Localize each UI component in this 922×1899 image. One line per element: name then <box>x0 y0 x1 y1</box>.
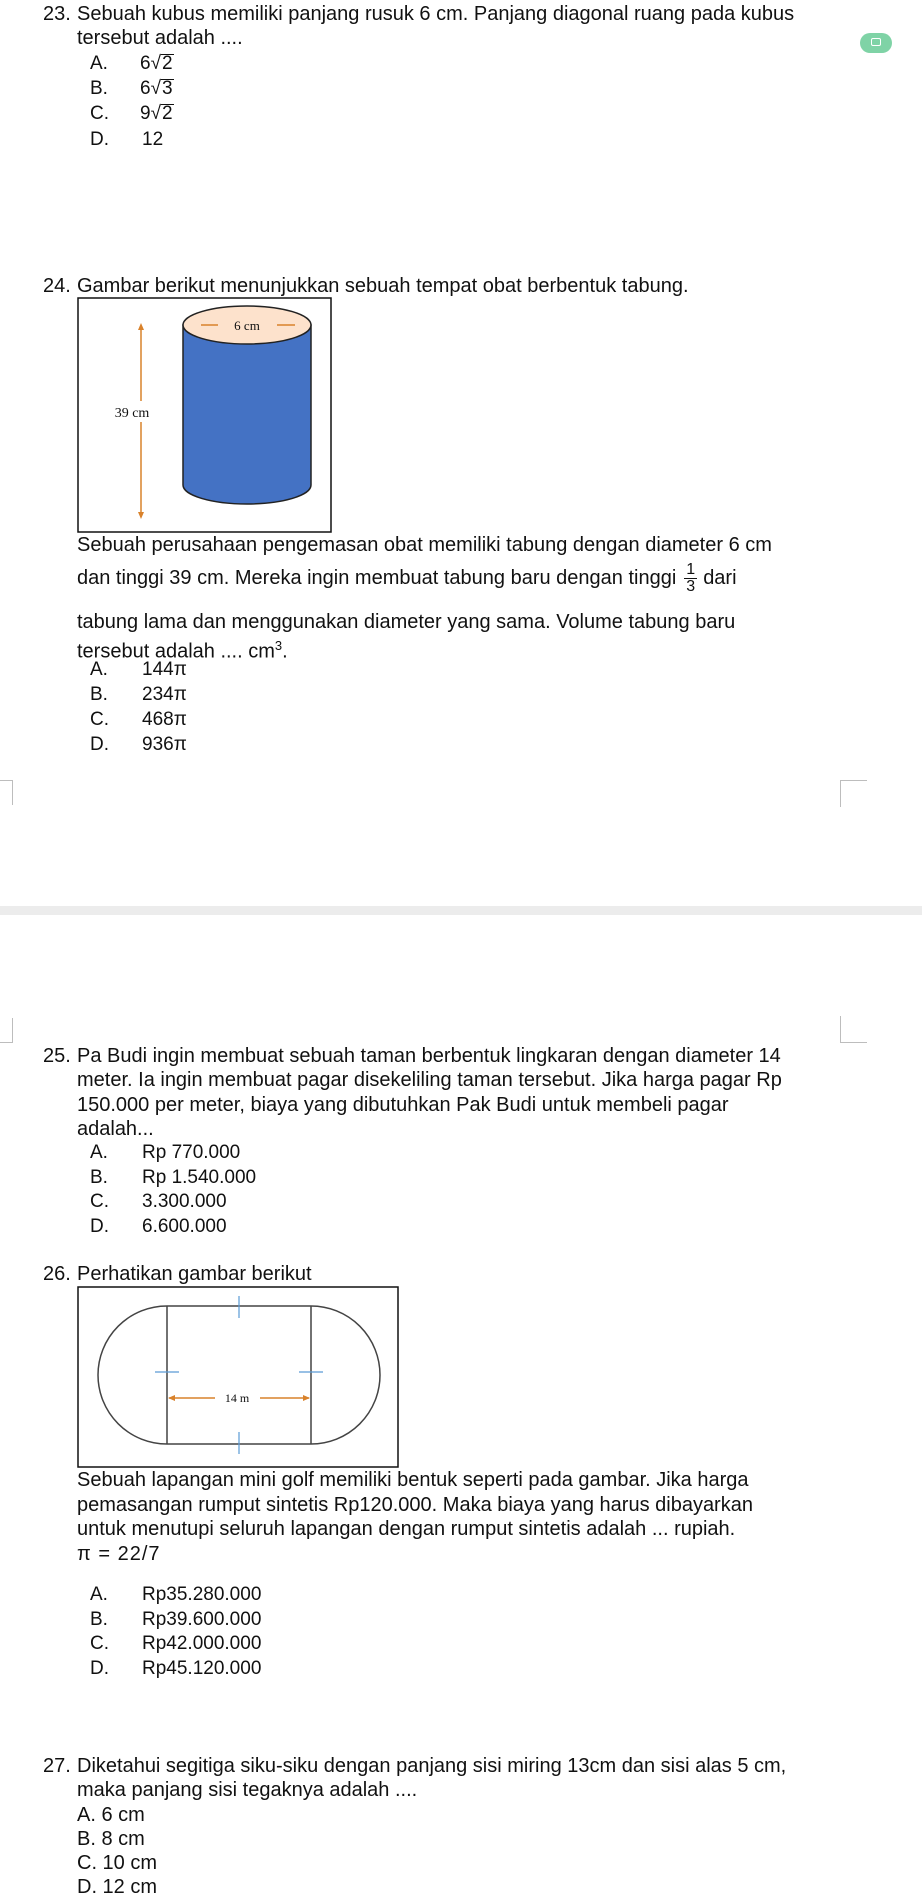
cylinder-figure <box>77 297 332 533</box>
question-text-line: meter. Ia ingin membuat pagar disekeliling taman tersebut. Jika harga pagar Rp <box>77 1069 782 1091</box>
question-number: 24. <box>43 275 71 297</box>
question-intro: Gambar berikut menunjukkan sebuah tempat obat berbentuk tabung. <box>77 275 689 297</box>
question-number: 25. <box>43 1045 71 1067</box>
question-text-line: Pa Budi ingin membuat sebuah taman berbentuk lingkaran dengan diameter 14 <box>77 1045 781 1067</box>
cylinder-body <box>183 325 311 504</box>
question-text-line: tabung lama dan menggunakan diameter yang sama. Volume tabung baru <box>77 611 736 633</box>
page-corner-mark <box>0 780 13 805</box>
question-text-line: Sebuah kubus memiliki panjang rusuk 6 cm. Panjang diagonal ruang pada kubus <box>77 3 795 25</box>
question-text-line: pemasangan rumput sintetis Rp120.000. Maka biaya yang harus dibayarkan <box>77 1494 753 1516</box>
page-corner-mark <box>840 780 867 807</box>
question-text-line: maka panjang sisi tegaknya adalah .... <box>77 1779 418 1801</box>
question-number: 26. <box>43 1263 71 1285</box>
option-b[interactable]: B. 8 cm <box>77 1828 145 1850</box>
page-break <box>0 906 922 915</box>
question-text-line: tersebut adalah .... <box>77 27 243 49</box>
pi-value: π = 22/7 <box>77 1543 161 1565</box>
question-text-line: Sebuah lapangan mini golf memiliki bentuk seperti pada gambar. Jika harga <box>77 1469 749 1491</box>
question-text-line: Sebuah perusahaan pengemasan obat memiliki tabung dengan diameter 6 cm <box>77 534 772 556</box>
question-text-line: tersebut adalah .... $cm^3$. <box>77 638 288 663</box>
page-corner-mark <box>0 1018 13 1043</box>
question-number: 27. <box>43 1755 71 1777</box>
camera-icon <box>871 38 881 46</box>
height-label: 39 cm <box>114 406 150 421</box>
question-text-line: 150.000 per meter, biaya yang dibutuhkan Pak Budi untuk membeli pagar <box>77 1094 729 1116</box>
page-corner-mark <box>840 1016 867 1043</box>
question-text-line: untuk menutupi seluruh lapangan dengan rumput sintetis adalah ... rupiah. <box>77 1518 736 1540</box>
camera-button[interactable] <box>860 33 892 53</box>
question-intro: Perhatikan gambar berikut <box>77 1263 312 1285</box>
golf-field-figure <box>77 1286 399 1468</box>
width-label: 14 m <box>224 1391 250 1405</box>
option-c[interactable]: C. 10 cm <box>77 1852 158 1874</box>
question-text-line: dan tinggi 39 cm. Mereka ingin membuat tabung baru dengan tinggi $\frac{1}{3}$ dari <box>77 561 737 595</box>
question-text-line: Diketahui segitiga siku-siku dengan panjang sisi miring 13cm dan sisi alas 5 cm, <box>77 1755 787 1777</box>
question-number: 23. <box>43 3 71 25</box>
question-text-line: adalah... <box>77 1118 154 1140</box>
diameter-label: 6 cm <box>234 318 260 333</box>
option-a[interactable]: A. 6 cm <box>77 1804 145 1826</box>
option-d[interactable]: D. 12 cm <box>77 1876 158 1898</box>
